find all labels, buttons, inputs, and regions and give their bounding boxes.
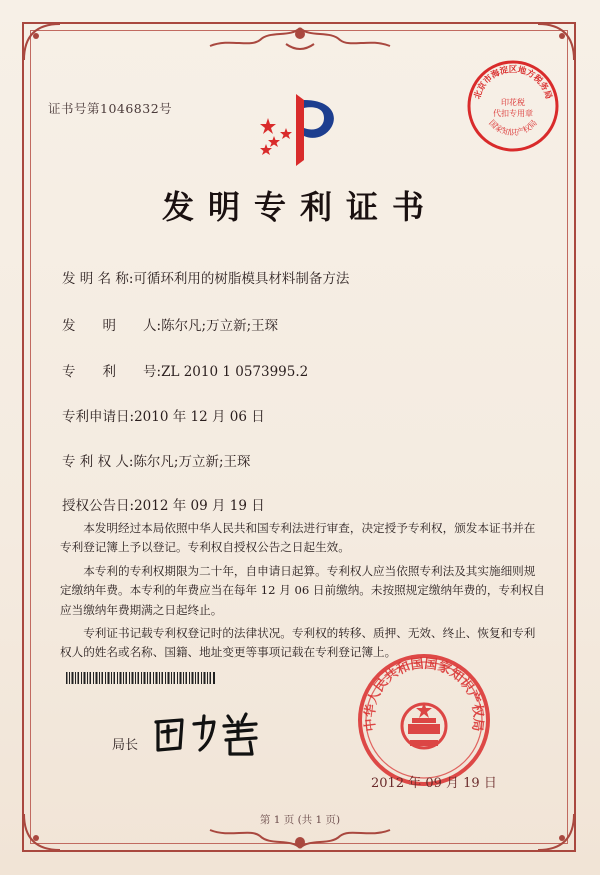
body-paragraph-2: 本专利的专利权期限为二十年，自申请日起算。专利权人应当依照专利法及其实施细则规定缴纳年费。本专利的年费应当在每年 12 月 06 日前缴纳。未按照规定缴纳年费的，专利权自应当缴纳年费期满之日起终止。: [60, 563, 545, 617]
body-paragraph-1: 本发明经过本局依照中华人民共和国专利法进行审查，决定授予专利权，颁发本证书并在专利登记簿上予以登记。专利权自授权公告之日起生效。: [60, 521, 536, 555]
stamp-top-bottom-text: 国家知识产权局: [487, 118, 539, 138]
filing-date-value: 2010 年 12 月 06 日: [134, 409, 265, 425]
patentee-row: [62, 450, 251, 470]
stamp-top-inner-2: 代扣专用章: [493, 109, 533, 118]
inventor-row: [62, 314, 278, 334]
patent-office-seal: [354, 650, 494, 790]
director-signature: [150, 708, 270, 758]
invention-name-label: 发 明 名 称:: [62, 271, 134, 287]
filing-date-label: 专利申请日:: [62, 409, 135, 425]
certificate-number: 证书号第1046832号: [48, 101, 173, 116]
stamp-top-inner-1: 印花税: [501, 98, 525, 107]
certificate-body: [60, 519, 546, 663]
corner-ornament-tl: [22, 22, 62, 62]
svg-text:北京市海淀区地方税务局: [472, 64, 554, 101]
grant-date-value: 2012 年 09 月 19 日: [134, 498, 265, 514]
patent-no-value: ZL 2010 1 0573995.2: [161, 364, 309, 380]
national-emblem-icon: [402, 702, 446, 748]
invention-name-row: [62, 267, 349, 287]
filing-date-row: [62, 405, 265, 425]
top-ornament: [200, 24, 400, 58]
invention-name-value: 可循环利用的树脂模具材料制备方法: [133, 271, 350, 287]
inventor-value: 陈尔凡;万立新;王琛: [161, 318, 279, 334]
patent-no-label: 专 利 号:: [62, 364, 162, 380]
body-paragraph-3: 专利证书记载专利权登记时的法律状况。专利权的转移、质押、无效、终止、恢复和专利权人的姓名或名称、国籍、地址变更等事项记载在专利登记簿上。: [60, 626, 536, 660]
tax-stamp-seal: [465, 58, 561, 154]
grant-date-label: 授权公告日:: [62, 498, 135, 514]
stamp-top-arc-text: 北京市海淀区地方税务局: [472, 65, 554, 101]
inventor-label: 发 明 人:: [62, 318, 162, 334]
seal-arc-text: 中华人民共和国国家知识产权局: [362, 656, 486, 733]
patent-office-logo-icon: [252, 88, 342, 170]
seal-date: 2012 年 09 月 19 日: [371, 776, 497, 791]
corner-ornament-tr: [536, 22, 576, 62]
patentee-label: 专 利 权 人:: [62, 454, 134, 470]
grant-date-row: [62, 494, 265, 514]
page-number: 第 1 页 (共 1 页): [259, 814, 341, 826]
director-label: 局长: [112, 738, 139, 753]
barcode: [66, 672, 216, 684]
patent-no-row: [62, 360, 308, 380]
page-title: 发明专利证书: [161, 188, 438, 226]
patentee-value: 陈尔凡;万立新;王琛: [133, 454, 251, 470]
svg-text:国家知识产权局: [487, 118, 539, 137]
